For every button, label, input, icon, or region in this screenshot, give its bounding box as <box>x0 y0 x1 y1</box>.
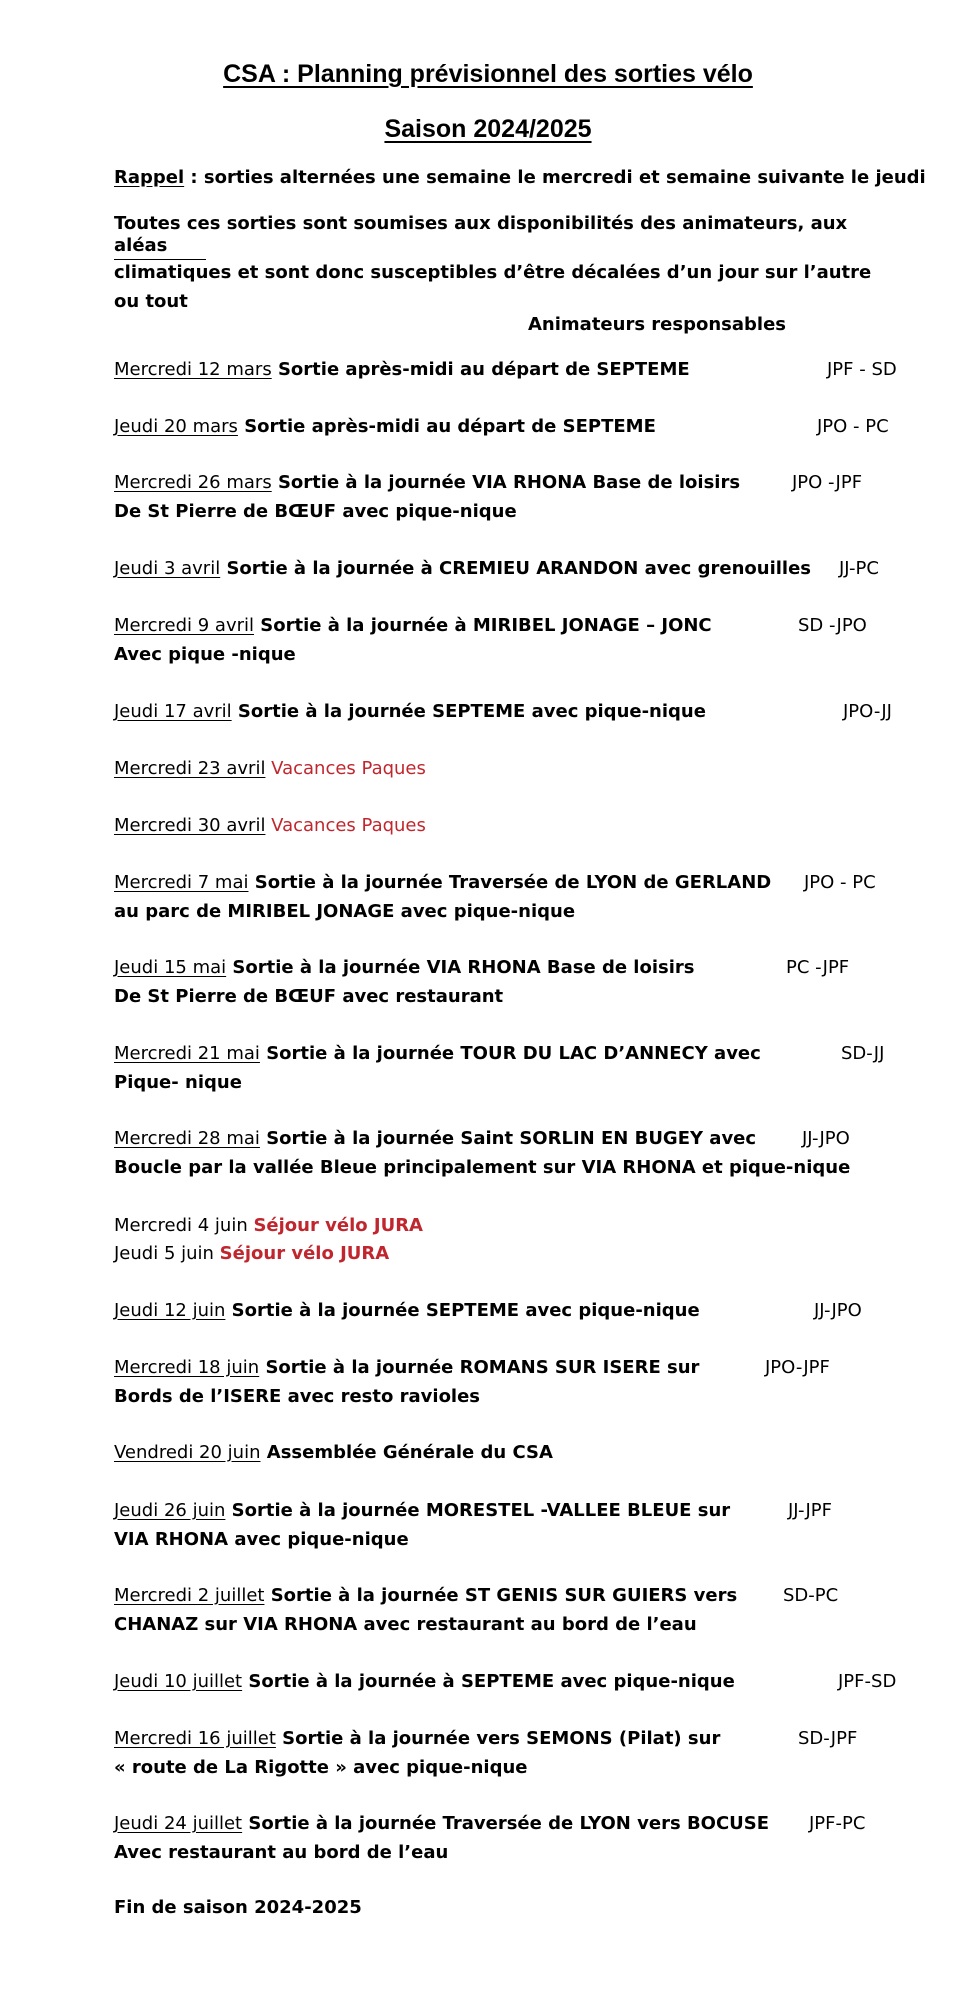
entry-date: Jeudi 10 juillet <box>114 1671 243 1692</box>
entry-date: Mercredi 16 juillet <box>114 1728 276 1749</box>
notice-line1: Toutes ces sorties sont soumises aux disponibilités des animateurs, aux <box>114 213 848 234</box>
entry-animators: JJ-JPO <box>814 1300 862 1321</box>
schedule-entry <box>114 558 811 579</box>
entry-animators: JPF - SD <box>827 359 897 380</box>
entry-description-line2: De St Pierre de BŒUF avec pique-nique <box>114 501 517 522</box>
reminder-text: : sorties alternées une semaine le mercredi et semaine suivante le jeudi <box>184 167 926 188</box>
schedule-entry <box>114 416 656 437</box>
entry-description: Sortie à la journée MORESTEL -VALLEE BLEUE sur <box>225 1500 731 1521</box>
jura-stay: Séjour vélo JURA <box>253 1215 423 1236</box>
entry-animators: SD-JJ <box>841 1043 885 1064</box>
entry-description: Sortie à la journée à CREMIEU ARANDON avec grenouilles <box>220 558 811 579</box>
entry-animators: JPF-SD <box>838 1671 897 1692</box>
schedule-entry <box>114 758 426 779</box>
schedule-entry <box>114 1813 769 1834</box>
entry-date: Vendredi 20 juin <box>114 1442 261 1463</box>
notice-line3: ou tout <box>114 291 188 312</box>
entry-description-line2: au parc de MIRIBEL JONAGE avec pique-nique <box>114 901 576 922</box>
entry-animators: JJ-PC <box>839 558 879 579</box>
schedule-entry <box>114 1671 735 1692</box>
schedule-entry <box>114 1585 737 1606</box>
entry-date: Mercredi 26 mars <box>114 472 272 493</box>
entry-description: Sortie à la journée VIA RHONA Base de loisirs <box>226 957 695 978</box>
entry-description-line2: Avec pique -nique <box>114 644 296 665</box>
entry-description-line2: VIA RHONA avec pique-nique <box>114 1529 409 1550</box>
entry-description: Sortie après-midi au départ de SEPTEME <box>237 416 656 437</box>
entry-description-line2: Avec restaurant au bord de l’eau <box>114 1842 449 1863</box>
entry-animators: JPO - PC <box>804 872 876 893</box>
entry-date: Mercredi 9 avril <box>114 615 254 636</box>
season-title: Saison 2024/2025 <box>384 115 592 143</box>
schedule-entry <box>114 359 690 380</box>
entry-description: Sortie à la journée à SEPTEME avec pique-nique <box>242 1671 735 1692</box>
schedule-entry <box>114 815 426 836</box>
entry-date: Mercredi 21 mai <box>114 1043 260 1064</box>
schedule-entry <box>114 957 695 978</box>
entry-description: Sortie à la journée ROMANS SUR ISERE sur <box>259 1357 700 1378</box>
schedule-entry <box>114 1300 700 1321</box>
entry-date: Mercredi 18 juin <box>114 1357 260 1378</box>
entry-date: Jeudi 15 mai <box>114 957 227 978</box>
entry-date: Jeudi 17 avril <box>114 701 232 722</box>
schedule-entry <box>114 1043 761 1064</box>
entry-description-line2: CHANAZ sur VIA RHONA avec restaurant au bord de l’eau <box>114 1614 697 1635</box>
entry-date: Jeudi 26 juin <box>114 1500 226 1521</box>
schedule-entry <box>114 1357 699 1378</box>
schedule-entry <box>114 872 771 893</box>
entry-animators: JPO -JPF <box>792 472 863 493</box>
reminder-label: Rappel <box>114 167 185 188</box>
entry-date: Jeudi 5 juin <box>114 1243 214 1264</box>
entry-animators: PC -JPF <box>786 957 850 978</box>
jura-stay: Séjour vélo JURA <box>219 1243 390 1264</box>
notice-underline <box>114 259 206 260</box>
entry-date: Mercredi 28 mai <box>114 1128 260 1149</box>
entry-date: Jeudi 24 juillet <box>114 1813 243 1834</box>
entry-description: Sortie après-midi au départ de SEPTEME <box>271 359 690 380</box>
notice-line1b: aléas <box>114 235 168 256</box>
page-title: CSA : Planning prévisionnel des sorties vélo <box>223 60 753 88</box>
entry-description: Assemblée Générale du CSA <box>260 1442 553 1463</box>
entry-animators: JJ-JPO <box>802 1128 850 1149</box>
schedule-entry <box>114 1128 756 1149</box>
entry-description-line2: « route de La Rigotte » avec pique-nique <box>114 1757 528 1778</box>
entry-date: Mercredi 30 avril <box>114 815 266 836</box>
schedule-entry <box>114 1728 720 1749</box>
entry-description: Sortie à la journée TOUR DU LAC D’ANNECY avec <box>259 1043 761 1064</box>
entry-description: Sortie à la journée à MIRIBEL JONAGE – JONC <box>254 615 712 636</box>
entry-description: Sortie à la journée vers SEMONS (Pilat) sur <box>275 1728 721 1749</box>
reminder <box>114 167 926 188</box>
notice-line2: climatiques et sont donc susceptibles d’être décalées d’un jour sur l’autre <box>114 262 872 283</box>
entry-description-line2: De St Pierre de BŒUF avec restaurant <box>114 986 504 1007</box>
schedule-entry <box>114 615 712 636</box>
animators-header: Animateurs responsables <box>528 314 787 335</box>
schedule-entry <box>114 701 706 722</box>
entry-description: Sortie à la journée Traversée de LYON vers BOCUSE <box>242 1813 770 1834</box>
entry-description: Sortie à la journée VIA RHONA Base de loisirs <box>271 472 741 493</box>
entry-animators: SD -JPO <box>798 615 867 636</box>
entry-description: Sortie à la journée ST GENIS SUR GUIERS vers <box>264 1585 738 1606</box>
entry-description: Sortie à la journée SEPTEME avec pique-nique <box>225 1300 700 1321</box>
entry-date: Jeudi 12 juin <box>114 1300 226 1321</box>
entry-animators: JJ-JPF <box>788 1500 832 1521</box>
jura-entry <box>114 1243 389 1264</box>
entry-holiday: Vacances Paques <box>265 815 426 836</box>
entry-description-line2: Pique- nique <box>114 1072 242 1093</box>
entry-date: Mercredi 2 juillet <box>114 1585 265 1606</box>
schedule-entry <box>114 1500 730 1521</box>
entry-animators: JPO-JJ <box>843 701 892 722</box>
entry-description-line2: Bords de l’ISERE avec resto ravioles <box>114 1386 481 1407</box>
jura-entry <box>114 1215 423 1236</box>
entry-animators: JPO - PC <box>817 416 889 437</box>
entry-description: Sortie à la journée Saint SORLIN EN BUGEY avec <box>259 1128 757 1149</box>
season-end: Fin de saison 2024-2025 <box>114 1897 362 1918</box>
entry-animators: JPF-PC <box>809 1813 866 1834</box>
entry-animators: SD-PC <box>783 1585 839 1606</box>
entry-description: Sortie à la journée Traversée de LYON de GERLAND <box>248 872 772 893</box>
entry-date: Jeudi 20 mars <box>114 416 238 437</box>
schedule-entry <box>114 1442 553 1463</box>
entry-date: Jeudi 3 avril <box>114 558 221 579</box>
entry-description-line2: Boucle par la vallée Bleue principalement sur VIA RHONA et pique-nique <box>114 1157 851 1178</box>
entry-date: Mercredi 4 juin <box>114 1215 248 1236</box>
schedule-entry <box>114 472 740 493</box>
entry-date: Mercredi 12 mars <box>114 359 272 380</box>
entry-animators: SD-JPF <box>798 1728 858 1749</box>
entry-date: Mercredi 23 avril <box>114 758 266 779</box>
entry-animators: JPO-JPF <box>765 1357 830 1378</box>
entry-date: Mercredi 7 mai <box>114 872 249 893</box>
entry-holiday: Vacances Paques <box>265 758 426 779</box>
entry-description: Sortie à la journée SEPTEME avec pique-nique <box>231 701 706 722</box>
